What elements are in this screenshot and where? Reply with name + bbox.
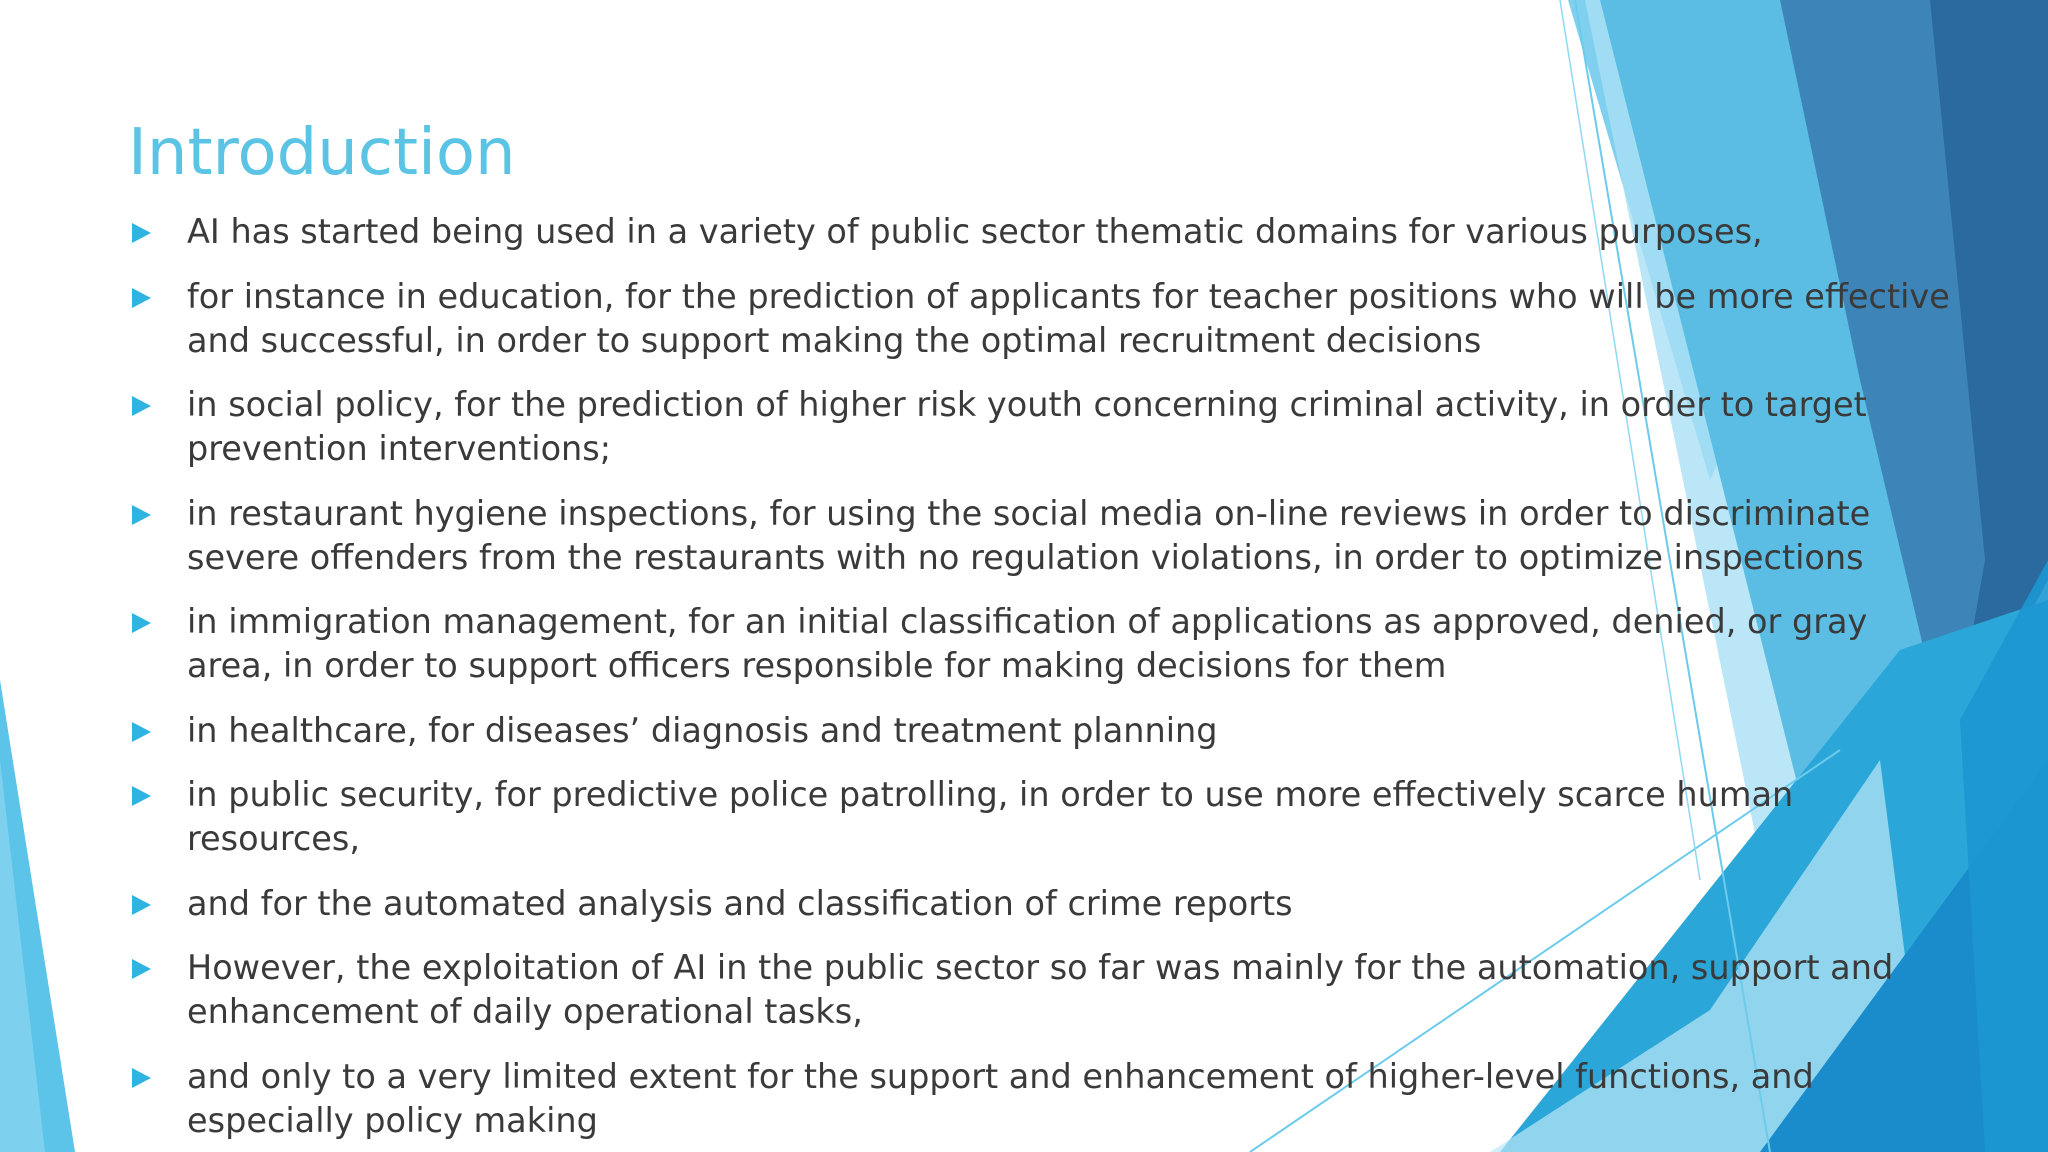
triangle-bullet-icon bbox=[132, 613, 151, 633]
triangle-bullet-icon bbox=[132, 1068, 151, 1088]
bullet-text: in immigration management, for an initial classification of applications as approved, denied, or gray area, in order to support officers responsible for making decisions for them bbox=[187, 602, 1868, 685]
bullet-text: AI has started being used in a variety of public sector thematic domains for various purposes, bbox=[187, 212, 1763, 251]
triangle-bullet-icon bbox=[132, 959, 151, 979]
bullet-item bbox=[128, 709, 1958, 753]
bullet-item bbox=[128, 882, 1958, 926]
bullet-list bbox=[128, 210, 1958, 1152]
bullet-text: and for the automated analysis and classification of crime reports bbox=[187, 883, 1293, 923]
bullet-item bbox=[128, 492, 1958, 580]
bullet-text: in healthcare, for diseases’ diagnosis and treatment planning bbox=[187, 710, 1218, 750]
slide-title: Introduction bbox=[128, 116, 516, 190]
triangle-bullet-icon bbox=[132, 895, 151, 915]
triangle-bullet-icon bbox=[132, 223, 151, 243]
bullet-text: and only to a very limited extent for the support and enhancement of higher-level functions, and especially policy making bbox=[187, 1056, 1814, 1140]
bullet-item bbox=[128, 275, 1958, 363]
bullet-item bbox=[128, 773, 1958, 861]
bullet-text: in social policy, for the prediction of higher risk youth concerning criminal activity, in order to target prevention interventions; bbox=[187, 385, 1867, 468]
bullet-item bbox=[128, 383, 1958, 471]
bullet-text: for instance in education, for the prediction of applicants for teacher positions who will be more effective and successful, in order to support making the optimal recruitment decisions bbox=[187, 276, 1950, 360]
bullet-item bbox=[128, 946, 1958, 1034]
bullet-text: However, the exploitation of AI in the public sector so far was mainly for the automation, support and enhancement of daily operational tasks, bbox=[187, 948, 1894, 1031]
triangle-bullet-icon bbox=[132, 396, 151, 416]
triangle-bullet-icon bbox=[132, 505, 151, 525]
bullet-item bbox=[128, 210, 1958, 254]
triangle-bullet-icon bbox=[132, 288, 151, 308]
triangle-bullet-icon bbox=[132, 786, 151, 806]
bullet-item bbox=[128, 1055, 1958, 1143]
triangle-bullet-icon bbox=[132, 722, 151, 742]
bullet-text: in restaurant hygiene inspections, for using the social media on-line reviews in order to discriminate severe offenders from the restaurants with no regulation violations, in order to optimize inspections bbox=[187, 493, 1871, 577]
bullet-text: in public security, for predictive police patrolling, in order to use more effectively scarce human resources, bbox=[187, 775, 1794, 858]
bullet-item bbox=[128, 600, 1958, 688]
